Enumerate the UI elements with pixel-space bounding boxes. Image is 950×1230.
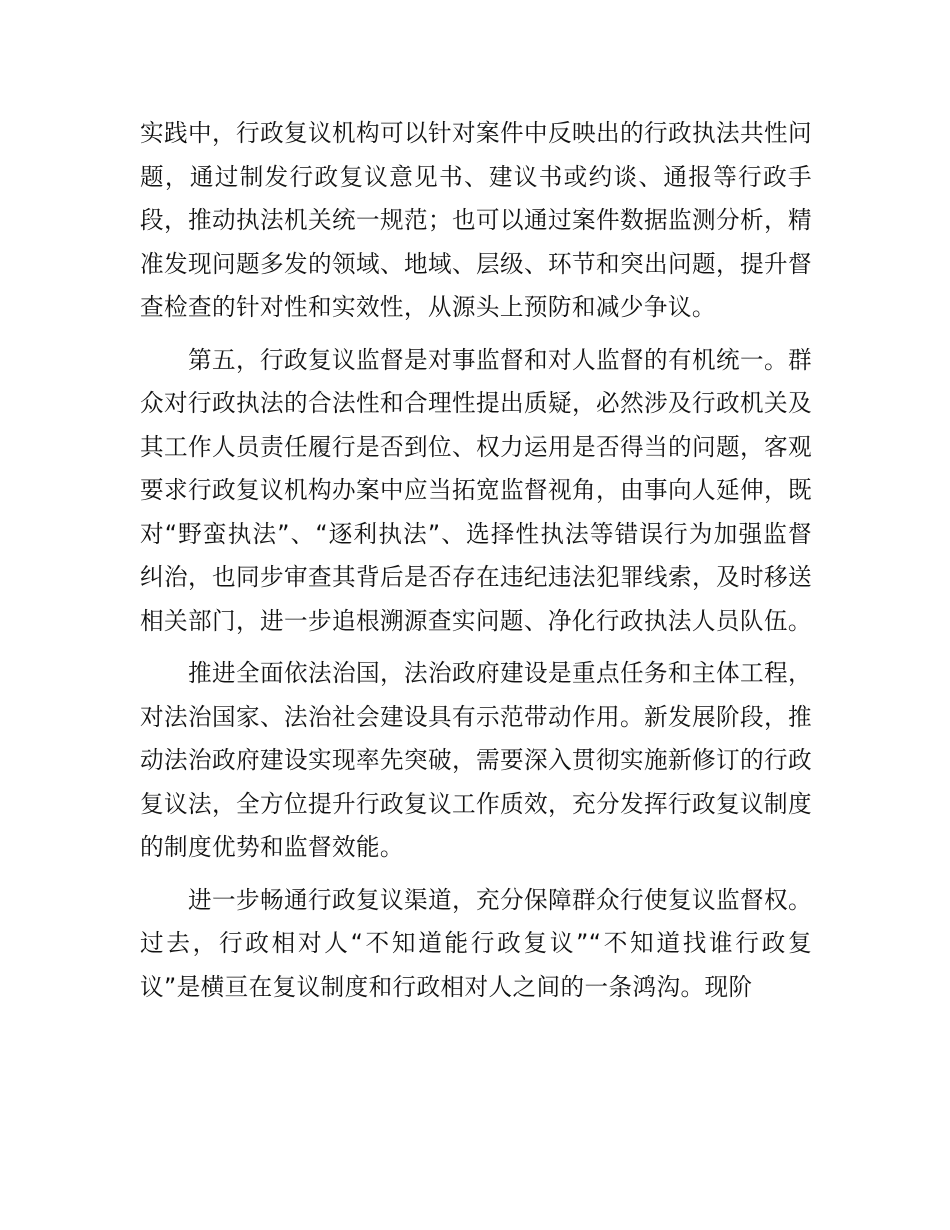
paragraph-3: 推进全面依法治国，法治政府建设是重点任务和主体工程，对法治国家、法治社会建设具有示范带动作用。新发展阶段，推动法治政府建设实现率先突破，需要深入贯彻实施新修订的行政复议法，全方位提升行政复议工作质效，充分发挥行政复议制度的制度优势和监督效能。 <box>140 659 812 861</box>
paragraph-2: 第五，行政复议监督是对事监督和对人监督的有机统一。群众对行政执法的合法性和合理性提出质疑，必然涉及行政机关及其工作人员责任履行是否到位、权力运用是否得当的问题，客观要求行政复议机构办案中应当拓宽监督视角，由事向人延伸，既对“野蛮执法”、“逐利执法”、选择性执法等错误行为加强监督纠治，也同步审查其背后是否存在违纪违法犯罪线索，及时移送相关部门，进一步追根溯源查实问题、净化行政执法人员队伍。 <box>140 345 812 635</box>
paragraph-4: 进一步畅通行政复议渠道，充分保障群众行使复议监督权。过去，行政相对人“不知道能行政复议”“不知道找谁行政复议”是横亘在复议制度和行政相对人之间的一条鸿沟。现阶 <box>140 885 812 1001</box>
paragraph-1: 实践中，行政复议机构可以针对案件中反映出的行政执法共性问题，通过制发行政复议意见书、建议书或约谈、通报等行政手段，推动执法机关统一规范；也可以通过案件数据监测分析，精准发现问题多发的领域、地域、层级、环节和突出问题，提升督查检查的针对性和实效性，从源头上预防和减少争议。 <box>140 119 812 321</box>
document-body <box>140 112 812 1018</box>
